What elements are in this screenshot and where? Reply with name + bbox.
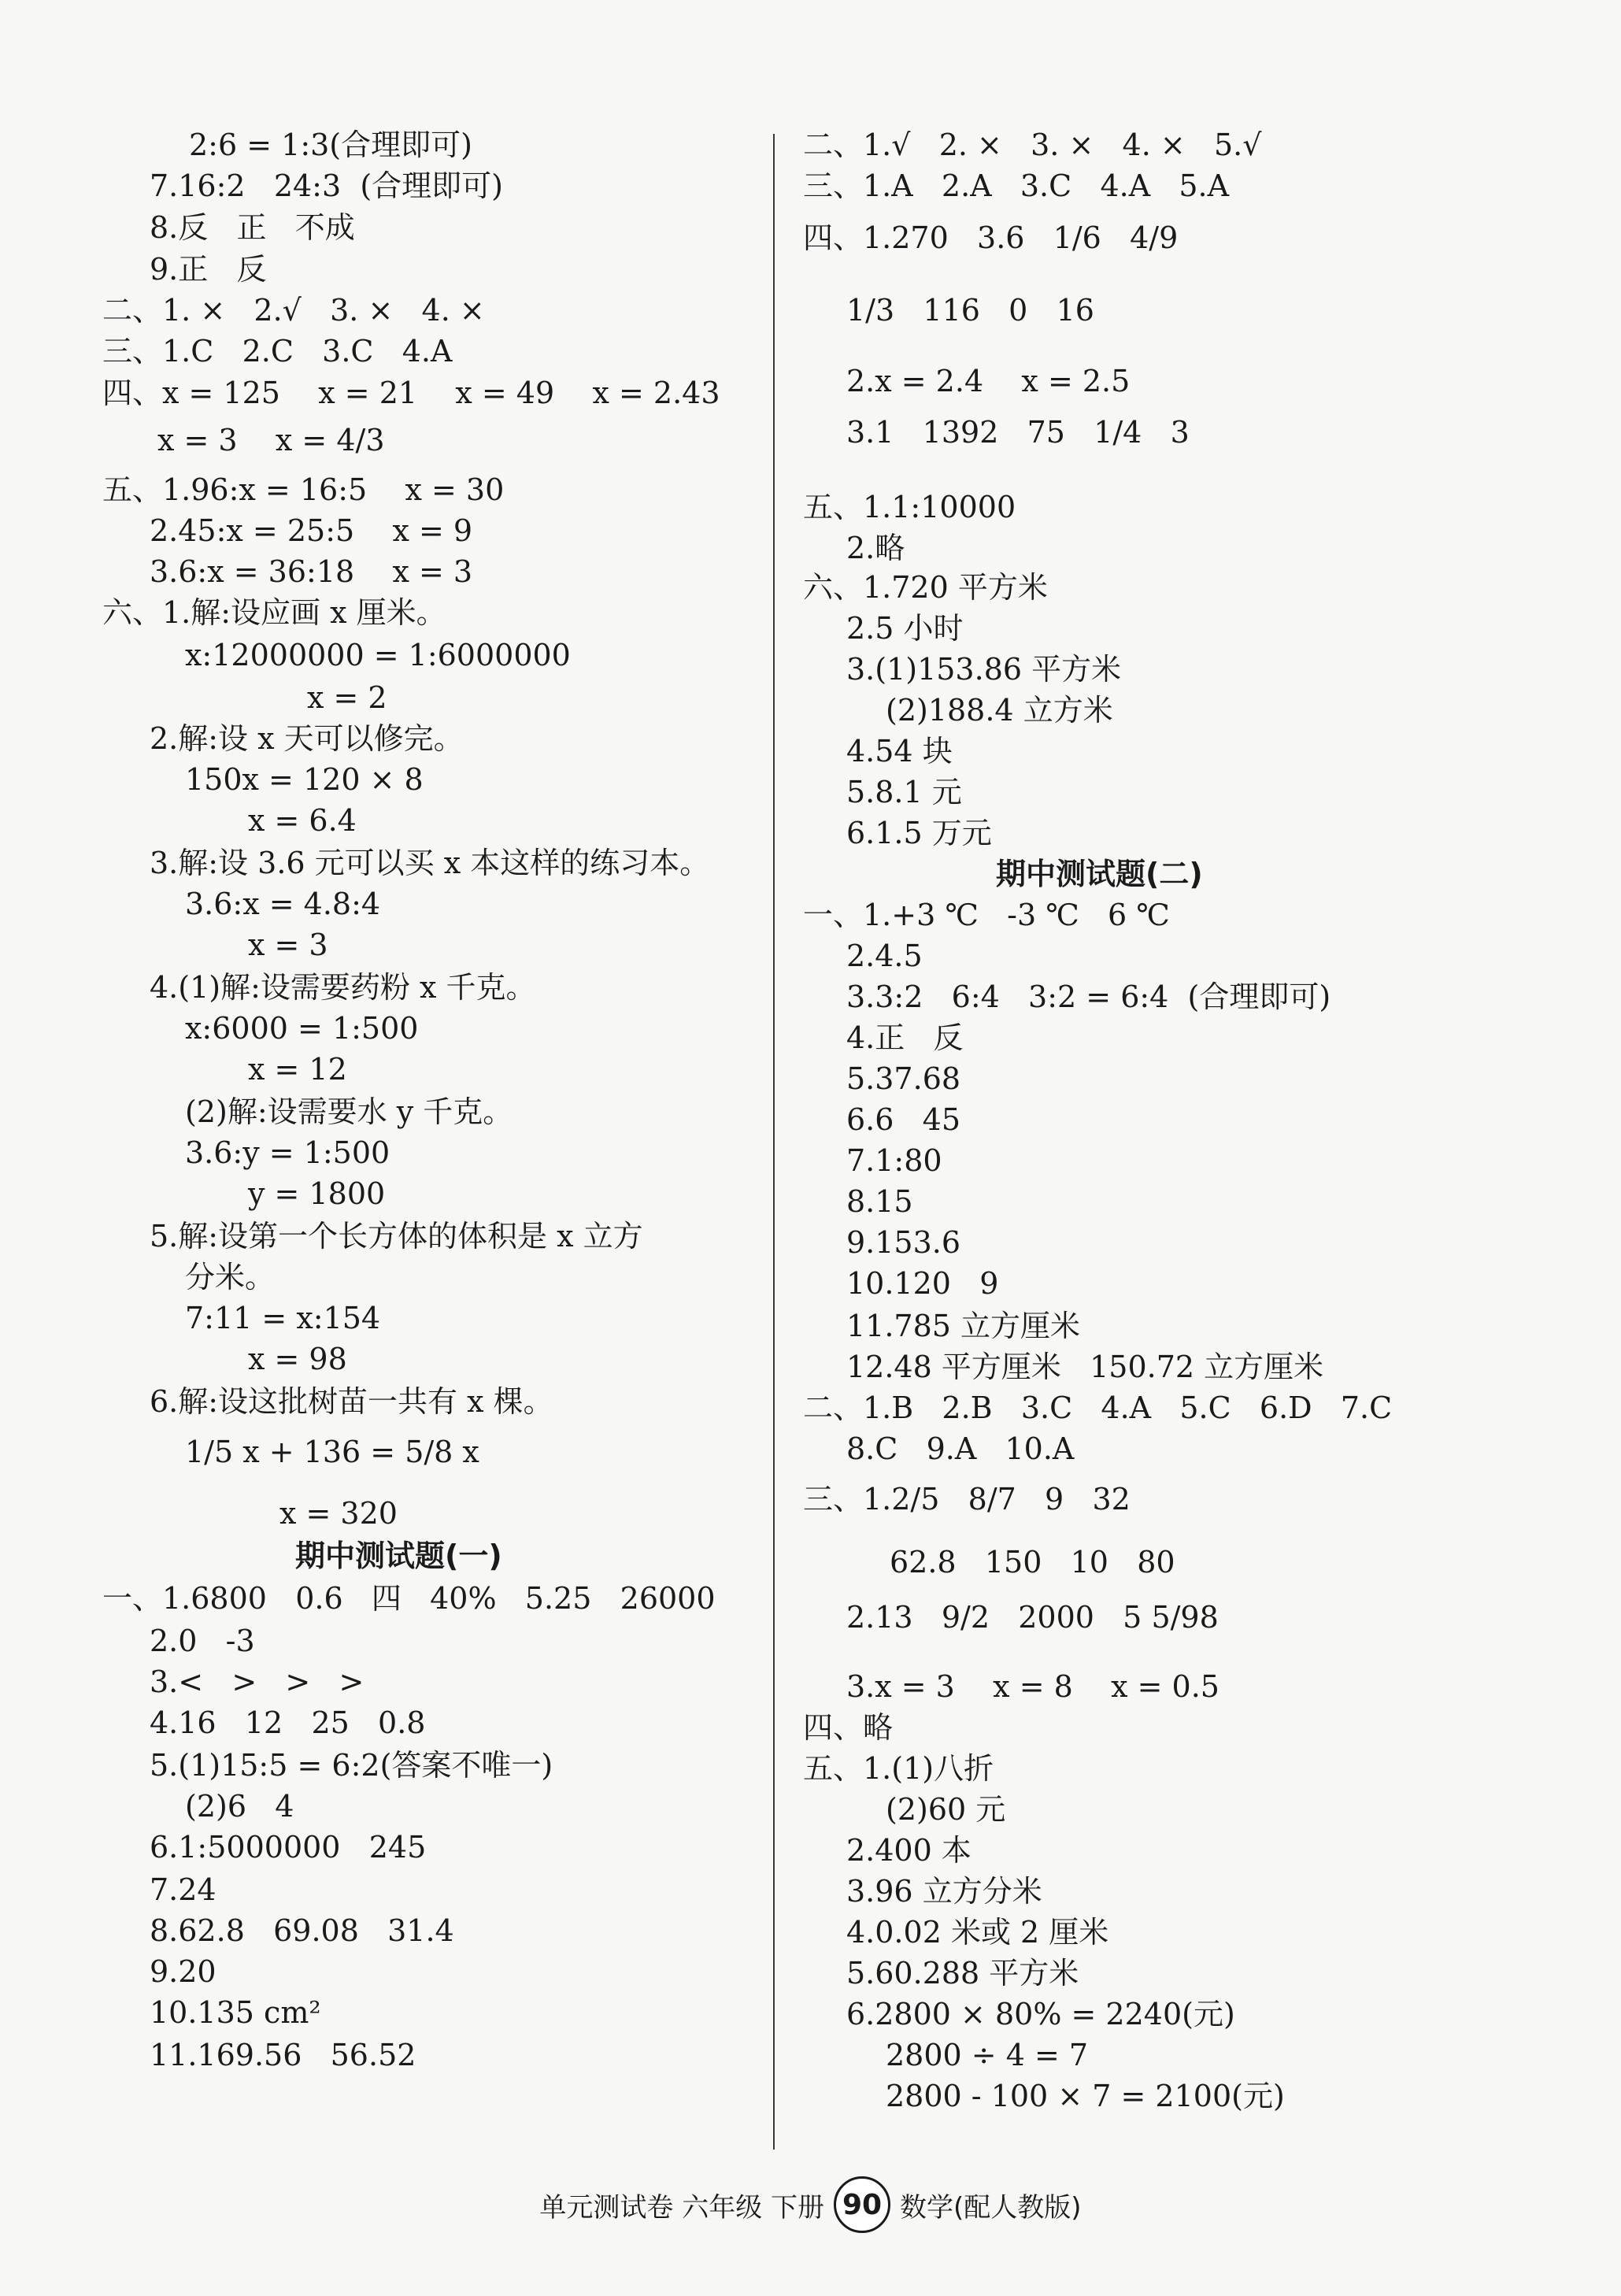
- footer-subject: 数学(配人教版): [900, 2191, 1082, 2224]
- left-answer-line: 3.6:x = 4.8:4: [185, 887, 381, 921]
- right-answer-line: (2)188.4 立方米: [886, 693, 1113, 728]
- left-answer-line: 6.1:5000000 245: [150, 1830, 427, 1865]
- left-answer-line: 10.135 cm²: [150, 1995, 321, 2030]
- left-answer-line: x = 320: [279, 1496, 398, 1531]
- right-answer-line: 三、1.A 2.A 3.C 4.A 5.A: [803, 168, 1230, 203]
- right-answer-line: 3.3:2 6:4 3:2 = 6:4 (合理即可): [846, 980, 1331, 1014]
- right-answer-line: 3.x = 3 x = 8 x = 0.5: [846, 1669, 1219, 1704]
- left-answer-line: 9.正 反: [150, 252, 267, 287]
- right-answer-line: 3.1 1392 75 1/4 3: [846, 415, 1190, 450]
- left-answer-line: 11.169.56 56.52: [150, 2038, 416, 2072]
- left-answer-line: 9.20: [150, 1954, 217, 1989]
- right-answer-line: 3.96 立方分米: [846, 1874, 1042, 1909]
- left-answer-line: 一、1.6800 0.6 四 40% 5.25 26000: [102, 1581, 716, 1616]
- right-answer-line: 8.15: [846, 1184, 913, 1219]
- right-answer-line: 6.1.5 万元: [846, 816, 992, 850]
- right-answer-line: 5.60.288 平方米: [846, 1956, 1079, 1990]
- left-answer-line: x = 6.4: [248, 803, 357, 838]
- left-answer-line: 3.6:x = 36:18 x = 3: [150, 554, 473, 589]
- right-answer-line: 4.0.02 米或 2 厘米: [846, 1915, 1109, 1950]
- right-answer-line: 二、1.√ 2. × 3. × 4. × 5.√: [803, 128, 1262, 162]
- right-answer-line: 2800 ÷ 4 = 7: [886, 2038, 1089, 2072]
- left-answer-line: 3.6:y = 1:500: [185, 1135, 390, 1170]
- left-answer-line: 6.解:设这批树苗一共有 x 棵。: [150, 1384, 553, 1419]
- footer-book-title: 单元测试卷 六年级 下册: [539, 2191, 825, 2224]
- left-answer-line: 4.16 12 25 0.8: [150, 1705, 426, 1740]
- right-answer-line: 二、1.B 2.B 3.C 4.A 5.C 6.D 7.C: [803, 1391, 1393, 1425]
- left-answer-line: 7.24: [150, 1872, 217, 1907]
- left-answer-line: 5.解:设第一个长方体的体积是 x 立方: [150, 1219, 643, 1254]
- left-answer-line: x = 3 x = 4/3: [157, 423, 385, 457]
- left-answer-line: y = 1800: [248, 1176, 386, 1211]
- left-answer-line: 150x = 120 × 8: [185, 762, 424, 797]
- right-answer-line: 8.C 9.A 10.A: [846, 1431, 1075, 1466]
- left-answer-line: 3.解:设 3.6 元可以买 x 本这样的练习本。: [150, 846, 710, 880]
- left-answer-line: 8.62.8 69.08 31.4: [150, 1913, 454, 1948]
- right-answer-line: 9.153.6: [846, 1225, 961, 1260]
- right-answer-line: 6.2800 × 80% = 2240(元): [846, 1997, 1235, 2031]
- right-answer-line: 2.13 9/2 2000 5 5/98: [846, 1600, 1219, 1635]
- right-answer-line: 5.8.1 元: [846, 775, 962, 809]
- right-answer-line: 12.48 平方厘米 150.72 立方厘米: [846, 1350, 1324, 1384]
- right-answer-line: 6.6 45: [846, 1102, 961, 1137]
- left-answer-line: 2.45:x = 25:5 x = 9: [150, 513, 473, 548]
- left-answer-line: 7.16:2 24:3 (合理即可): [150, 168, 503, 203]
- left-answer-line: 3.< > > >: [150, 1665, 365, 1699]
- right-answer-line: 2.400 本: [846, 1833, 971, 1868]
- right-answer-line: 五、1.(1)八折: [803, 1751, 994, 1786]
- left-answer-line: 4.(1)解:设需要药粉 x 千克。: [150, 970, 536, 1005]
- right-answer-line: (2)60 元: [886, 1792, 1006, 1827]
- left-answer-line: x = 3: [248, 928, 328, 962]
- left-answer-line: 五、1.96:x = 16:5 x = 30: [102, 472, 505, 507]
- right-answer-line: 2800 - 100 × 7 = 2100(元): [886, 2079, 1285, 2113]
- page-number: 90: [834, 2176, 890, 2233]
- left-answer-line: (2)解:设需要水 y 千克。: [185, 1094, 513, 1129]
- right-answer-line: 2.4.5: [846, 939, 923, 973]
- right-answer-line: 三、1.2/5 8/7 9 32: [803, 1482, 1131, 1516]
- right-answer-line: 五、1.1:10000: [803, 490, 1016, 524]
- left-answer-line: 8.反 正 不成: [150, 210, 355, 245]
- right-answer-line: 5.37.68: [846, 1061, 961, 1096]
- left-answer-line: 5.(1)15:5 = 6:2(答案不唯一): [150, 1748, 553, 1783]
- left-answer-line: x:6000 = 1:500: [185, 1011, 419, 1046]
- left-answer-line: 1/5 x + 136 = 5/8 x: [185, 1435, 479, 1469]
- right-answer-line: 10.120 9: [846, 1266, 999, 1301]
- left-answer-line: 四、x = 125 x = 21 x = 49 x = 2.43: [102, 376, 720, 410]
- left-answer-line: 2:6 = 1:3(合理即可): [189, 128, 472, 162]
- right-section-heading: 期中测试题(二): [996, 857, 1203, 891]
- right-answer-line: 62.8 150 10 80: [890, 1545, 1175, 1579]
- left-answer-line: x = 98: [248, 1342, 347, 1376]
- left-answer-line: 7:11 = x:154: [185, 1301, 381, 1335]
- left-answer-line: 2.解:设 x 天可以修完。: [150, 721, 464, 756]
- left-answer-line: x = 2: [307, 680, 387, 715]
- right-answer-line: 11.785 立方厘米: [846, 1309, 1081, 1343]
- left-answer-line: (2)6 4: [185, 1789, 294, 1824]
- right-answer-line: 六、1.720 平方米: [803, 570, 1048, 605]
- right-answer-line: 2.略: [846, 531, 905, 565]
- right-answer-line: 7.1:80: [846, 1143, 942, 1178]
- right-answer-line: 4.54 块: [846, 734, 953, 768]
- left-answer-line: 三、1.C 2.C 3.C 4.A: [102, 334, 453, 368]
- right-answer-line: 一、1.+3 ℃ -3 ℃ 6 ℃: [803, 898, 1170, 932]
- right-answer-line: 四、1.270 3.6 1/6 4/9: [803, 220, 1179, 255]
- right-answer-line: 1/3 116 0 16: [846, 293, 1094, 328]
- page-footer: [0, 2177, 1621, 2232]
- left-answer-line: 六、1.解:设应画 x 厘米。: [102, 595, 446, 630]
- left-answer-line: x:12000000 = 1:6000000: [185, 638, 571, 672]
- left-answer-line: 二、1. × 2.√ 3. × 4. ×: [102, 293, 485, 328]
- right-answer-line: 4.正 反: [846, 1020, 964, 1055]
- right-answer-line: 四、略: [803, 1710, 894, 1745]
- right-answer-line: 3.(1)153.86 平方米: [846, 652, 1122, 687]
- right-answer-line: 2.x = 2.4 x = 2.5: [846, 364, 1131, 398]
- right-answer-line: 2.5 小时: [846, 611, 964, 646]
- left-section-heading: 期中测试题(一): [295, 1539, 502, 1573]
- left-answer-line: 2.0 -3: [150, 1624, 255, 1658]
- left-answer-line: x = 12: [248, 1052, 347, 1087]
- column-divider: [773, 134, 775, 2150]
- left-answer-line: 分米。: [185, 1260, 276, 1294]
